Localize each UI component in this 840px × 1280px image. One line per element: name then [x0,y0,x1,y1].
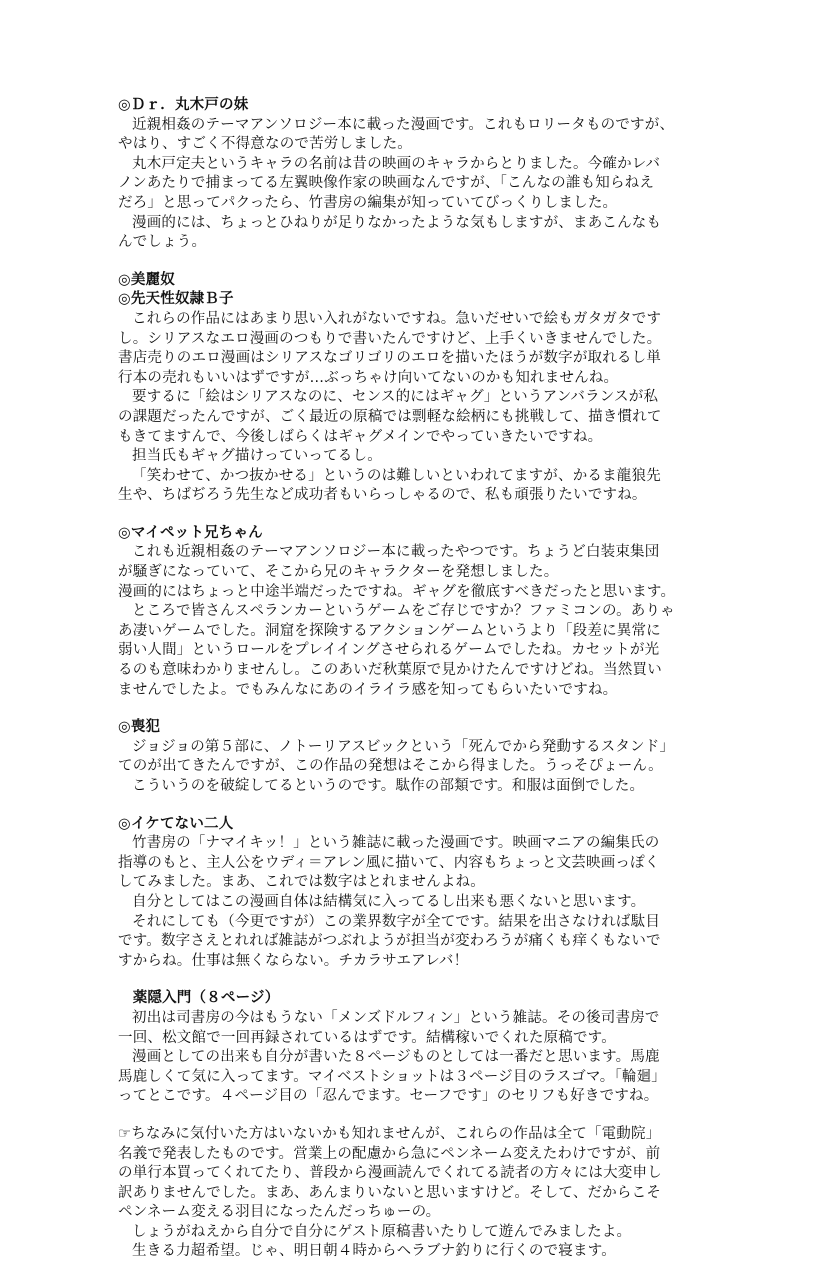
section-heading: ◎Ｄｒ．丸木戸の妹 [118,97,249,113]
text-line: ☞ちなみに気付いた方はいないかも知れませんが、これらの作品は全て「電動院」 [118,1125,661,1142]
text-line: やはり、すごく不得意なので苦労しました。 [118,136,412,153]
note-section [118,96,742,253]
text-line: 自分としてはこの漫画自体は結構気に入ってるし出来も悪くないと思います。 [132,893,646,910]
text-line: 馬鹿しくて気に入ってます。マイベストショットは３ページ目のラスゴマ。「輪廻」 [118,1068,667,1085]
text-line: あ凄いゲームでした。洞窟を探険するアクションゲームというより「段差に異常に [118,622,661,639]
text-line: 訳ありませんでした。まあ、あんまりいないと思いますけど。そして、だからこそ [118,1184,662,1201]
section-heading: ◎喪犯 [118,719,161,736]
note-section [118,989,742,1107]
text-line: てのが出てきたんですが、この作品の発想はそこから得ました。うっそぴょーん。 [118,758,663,775]
text-line: こういうのを破綻してるというのです。駄作の部類です。和服は面倒でした。 [132,778,645,794]
section-heading: ◎イケてない二人 [118,815,234,832]
note-section [118,1125,742,1262]
text-line: し。シリアスなエロ漫画のつもりで書いたんですけど、上手くいきませんでした。 [118,330,662,347]
text-line: それにしても（今更ですが）この業界数字が全てです。結果を出さなければ駄目 [132,913,661,930]
afterword-page [118,96,742,1280]
text-line: 一回、松文館で一回再録されているはずです。結構稼いでくれた原稿です。 [118,1029,616,1046]
text-line: の単行本買ってくれてたり、普段から漫画読んでくれてる読者の方々には大変申し [118,1165,662,1182]
text-line: ませんでしたよ。でもみんなにあのイライラ感を知ってもらいたいですね。 [118,681,618,698]
text-line: 生きる力超希望。じゃ、明日朝４時からヘラブナ釣りに行くので寝ます。 [132,1243,616,1260]
text-line: 丸木戸定夫というキャラの名前は昔の映画のキャラからとりました。今確かレバ [132,155,661,172]
text-line: すからね。仕事は無くならない。チカラサエアレバ！ [118,952,469,969]
text-line: これらの作品にはあまり思い入れがないですね。急いだせいで絵もガタガタです [132,310,662,327]
note-section [118,524,742,700]
text-line: ってとこです。４ページ目の「忍んでます。セーフです」のセリフも好きですね。 [118,1088,659,1105]
section-heading: ◎美麗奴 ◎先天性奴隷Ｂ子 [118,271,234,308]
note-section [118,271,742,506]
text-line: 漫画としての出来も自分が書いた８ページものとしては一番だと思います。馬鹿 [132,1049,660,1066]
section-heading: ◎マイペット兄ちゃん [118,524,263,541]
section-heading: 薬隠入門（８ページ） [118,990,280,1007]
text-line: 漫画的には、ちょっとひねりが足りなかったような気もしますが、まあこんなも [132,214,662,231]
text-line: もきてますんで、今後しばらくはギャグメインでやっていきたいですね。 [118,428,603,445]
text-line: ジョジョの第５部に、ノトーリアスビックという「死んでから発動するスタンド」 [132,738,675,755]
text-line: これも近親相姦のテーマアンソロジー本に載ったやつです。ちょうど白装束集団 [132,544,660,561]
text-line: が騒ぎになっていて、そこから兄のキャラクターを発想しました。 [118,564,559,581]
text-line: 竹書房の「ナマイキッ！」という雑誌に載った漫画です。映画マニアの編集氏の [132,835,660,852]
text-line: 担当氏もギャグ描けっていってるし。 [132,448,382,465]
note-section [118,815,742,972]
text-line: の課題だったんですが、ごく最近の原稿では剽軽な絵柄にも挑戦して、描き慣れて [118,408,662,425]
text-line: ペンネーム変える羽目になったんだっちゅーの。 [118,1204,441,1221]
text-line: んでしょう。 [118,234,207,251]
text-line: るのも意味わかりませんし。このあいだ秋葉原で見かけたんですけどね。当然買い [118,662,662,679]
text-line: だろ」と思ってパクったら、竹書房の編集が知っていてびっくりしました。 [118,194,618,211]
text-line: ところで皆さんスペランカーというゲームをご存じですか？ファミコンの。ありゃ [132,603,675,620]
text-line: 近親相姦のテーマアンソロジー本に載った漫画です。これもロリータものですが、 [132,116,675,133]
text-line: してみました。まあ、これでは数字はとれませんよね。 [118,874,485,891]
text-line: 指導のもと、主人公をウディ＝アレン風に描いて、内容もちょっと文芸映画っぽく [118,854,660,871]
text-line: 「笑わせて、かつ抜かせる」というのは難しいといわれてますが、かるま龍狼先 [132,467,661,484]
text-line: しょうがねえから自分で自分にゲスト原稿書いたりして遊んでみましたよ。 [132,1223,632,1240]
text-line: 生や、ちばぢろう先生など成功者もいらっしゃるので、私も頑張りたいですね。 [118,487,647,504]
note-section [118,718,742,796]
text-line: 初出は司書房の今はもうない「メンズドルフィン」という雑誌。その後司書房で [132,1009,660,1026]
text-line: 書店売りのエロ漫画はシリアスなゴリゴリのエロを描いたほうが数字が取れるし単 [118,350,662,367]
text-line: ノンあたりで捕まってる左翼映像作家の映画なんですが、「こんなの誰も知らねえ [118,175,655,192]
text-line: 名義で発表したものです。営業上の配慮から急にペンネーム変えたわけですが、前 [118,1145,661,1162]
text-line: です。数字さえとれれば雑誌がつぶれようが担当が変わろうが痛くも痒くもないで [118,933,661,950]
text-line: 弱い人間」というロールをプレイイングさせられるゲームでしたね。カセットが光 [118,642,660,659]
text-line: 要するに「絵はシリアスなのに、センス的にはギャグ」というアンバランスが私 [132,389,659,406]
text-line: 行本の売れもいいはずですが…ぶっちゃけ向いてないのかも知れませんね。 [118,369,619,386]
text-line: 漫画的にはちょっと中途半端だったですね。ギャグを徹底すべきだったと思います。 [118,583,676,600]
